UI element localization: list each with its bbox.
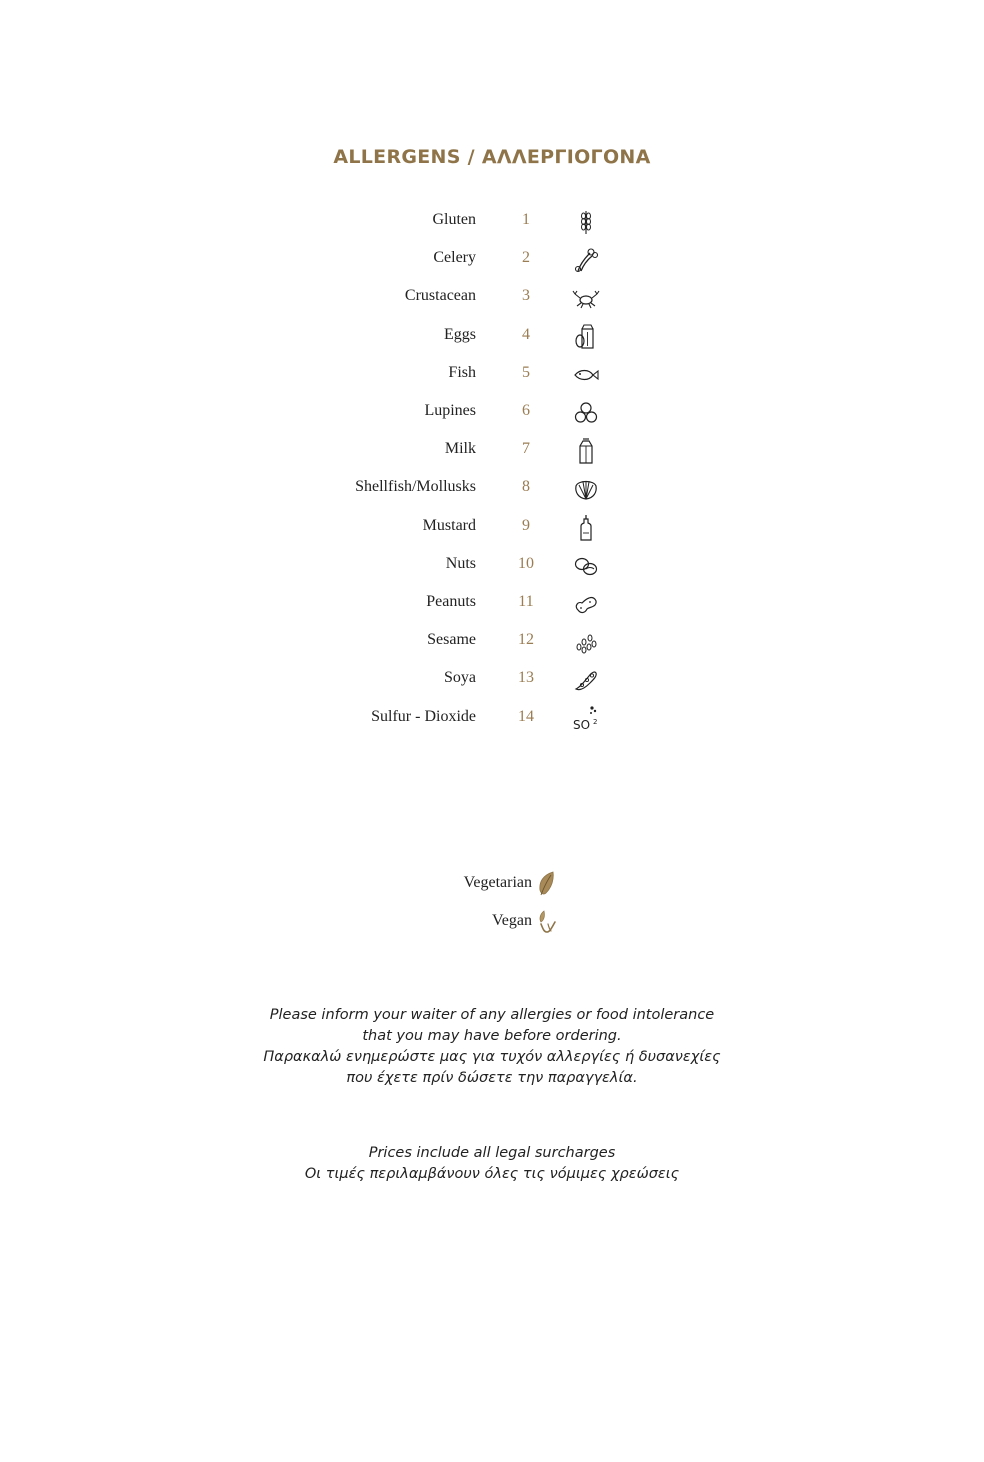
allergen-number: 7	[522, 440, 530, 458]
allergen-row	[0, 245, 984, 275]
allergen-row	[0, 627, 984, 657]
notice-line: Παρακαλώ ενημερώστε μας για τυχόν αλλεργίες ή δυσανεχίες	[263, 1049, 721, 1065]
allergen-row	[0, 398, 984, 428]
allergen-row	[0, 551, 984, 581]
allergen-row	[0, 436, 984, 466]
allergen-name: Eggs	[444, 325, 476, 343]
allergen-row	[0, 283, 984, 313]
allergen-number: 2	[522, 249, 530, 267]
allergen-name: Sulfur - Dioxide	[371, 707, 476, 725]
allergen-name: Crustacean	[404, 287, 476, 305]
allergen-name: Milk	[444, 440, 476, 458]
allergen-name: Celery	[433, 249, 476, 267]
peanut-icon	[570, 589, 602, 619]
vegan-label: Vegan	[492, 912, 532, 929]
allergen-name: Mustard	[422, 516, 476, 534]
milk-carton-icon	[570, 436, 602, 466]
lupine-icon	[570, 398, 602, 428]
notice-line: Please inform your waiter of any allergies or food intolerance	[269, 1007, 715, 1023]
allergen-number: 13	[518, 669, 534, 687]
allergen-row	[0, 513, 984, 543]
allergen-row	[0, 589, 984, 619]
prices-line: Prices include all legal surcharges	[368, 1145, 616, 1161]
allergen-name: Sesame	[427, 631, 476, 649]
page-title: ALLERGENS / ΑΛΛΕΡΓΙΟΓΟΝΑ	[333, 146, 651, 168]
allergen-name: Lupines	[424, 402, 476, 419]
allergen-row	[0, 322, 984, 352]
vegan-leaf-icon	[535, 908, 559, 936]
allergen-number: 6	[522, 402, 530, 419]
allergen-name: Shellfish/Mollusks	[355, 478, 476, 496]
allergen-number: 5	[522, 363, 530, 381]
so2-icon	[570, 704, 602, 734]
vegan-row	[0, 908, 984, 938]
allergen-number: 9	[522, 516, 530, 534]
allergen-number: 8	[522, 478, 530, 496]
vegetarian-row	[0, 870, 984, 900]
notice-line: που έχετε πρίν δώσετε την παραγγελία.	[346, 1070, 638, 1086]
prices-notice	[0, 1143, 984, 1185]
allergen-name: Nuts	[445, 554, 476, 572]
notice-line: that you may have before ordering.	[362, 1028, 622, 1044]
celery-icon	[570, 245, 602, 275]
sesame-icon	[570, 627, 602, 657]
allergen-name: Soya	[444, 669, 476, 687]
allergen-row	[0, 665, 984, 695]
svg-text:2: 2	[593, 717, 598, 726]
crab-icon	[570, 283, 602, 313]
leaf-icon	[535, 870, 559, 898]
allergen-name: Fish	[448, 363, 476, 381]
fish-icon	[570, 360, 602, 390]
allergen-number: 10	[518, 554, 534, 572]
allergen-number: 4	[522, 325, 530, 343]
allergen-row	[0, 474, 984, 504]
allergen-name: Gluten	[432, 211, 476, 228]
nuts-icon	[570, 551, 602, 581]
allergen-row	[0, 360, 984, 390]
allergen-number: 12	[518, 631, 534, 649]
allergen-name: Peanuts	[426, 593, 476, 610]
allergen-number: 11	[518, 593, 534, 610]
prices-line: Οι τιμές περιλαμβάνουν όλες τις νόμιμες χρεώσεις	[304, 1166, 680, 1182]
allergen-number: 14	[518, 707, 534, 725]
soy-bean-icon	[570, 665, 602, 695]
svg-text:SO: SO	[573, 717, 591, 732]
mustard-bottle-icon	[570, 513, 602, 543]
allergen-number: 1	[522, 211, 530, 228]
vegetarian-label: Vegetarian	[463, 874, 532, 891]
allergen-row	[0, 207, 984, 237]
allergen-number: 3	[522, 287, 530, 305]
allergy-notice	[0, 1005, 984, 1089]
shell-icon	[570, 474, 602, 504]
wheat-icon	[570, 207, 602, 237]
allergen-row	[0, 704, 984, 734]
egg-carton-icon	[570, 322, 602, 352]
